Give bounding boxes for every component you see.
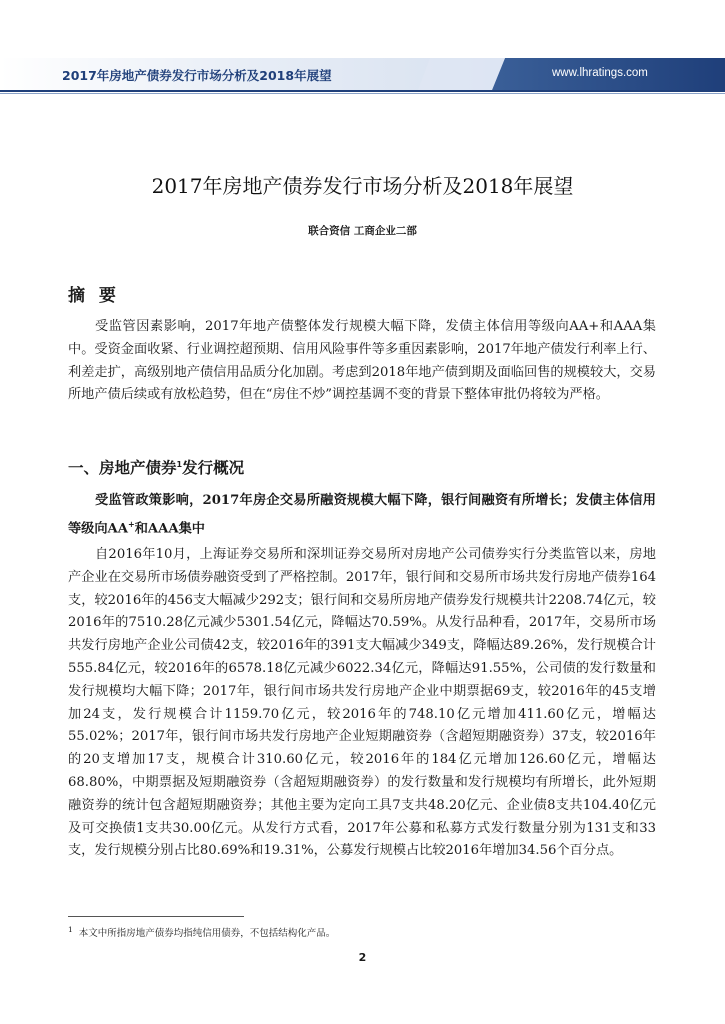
lead-superscript: + (128, 518, 135, 529)
abstract-heading: 摘 要 (68, 286, 120, 306)
section-heading-text: 一、房地产债券 (68, 459, 177, 477)
section-heading (68, 456, 244, 478)
footnote-text: 本文中所指房地产债券均指纯信用债券，不包括结构化产品。 (78, 928, 336, 939)
lead-text-end: 和AAA集中 (134, 521, 205, 537)
footnote-ref[interactable]: 1 (176, 459, 183, 469)
body-paragraph: 自2016年10月，上海证券交易所和深圳证券交易所对房地产公司债券实行分类监管以来，房地产企业在交易所市场债券融资受到了严格控制。2017年，银行间和交易所市场共发行房地产债券164支，较2016年的456支大幅减少292支；银行间和交易所房地产债券发行规模共计2208.74亿元，较2016年的7510.28亿元减少5301.54亿元，降幅达70.59%。从发行品种看，2017年，交易所市场共发行房地产企业公司债42支，较2016年的391支大幅减少349支，降幅达89.26%，发行规模合计555.84亿元，较2016年的6578.18亿元减少6022.34亿元，降幅达91.55%，公司债的发行数量和发行规模均大幅下降；2017年，银行间市场共发行房地产企业中期票据69支，较2016年的45支增加24支，发行规模合计1159.70亿元，较2016年的748.10亿元增加411.60亿元，增幅达55.02%；2017年，银行间市场共发行房地产企业短期融资券（含超短期融资券）37支，较2016年的20支增加17支，规模合计310.60亿元，较2016年的184亿元增加126.60亿元，增幅达68.80%，中期票据及短期融资券（含超短期融资券）的发行数量和发行规模均有所增长，此外短期融资券的统计包含超短期融资券；其他主要为定向工具7支共48.20亿元、企业债8支共104.40亿元及可交换债1支共30.00亿元。从发行方式看，2017年公募和私募方式发行数量分别为131支和33支，发行规模分别占比80.69%和19.31%，公募发行规模占比较2016年增加34.56个百分点。 (68, 547, 656, 859)
header-title: 2017年房地产债券发行市场分析及2018年展望 (62, 68, 332, 83)
document-title: 2017年房地产债券发行市场分析及2018年展望 (151, 174, 574, 198)
footnote (68, 925, 335, 939)
page-header (0, 0, 725, 100)
abstract-text: 受监管因素影响，2017年地产债整体发行规模大幅下降，发债主体信用等级向AA+和AAA集中。受资金面收紧、行业调控超预期、信用风险事件等多重因素影响，2017年地产债发行利率上行、利差走扩，高级别地产债信用品质分化加剧。考虑到2018年地产债到期及面临回售的规模较大，交易所地产债后续或有放松趋势，但在“房住不炒”调控基调不变的背景下整体审批仍将较为严格。 (68, 319, 656, 403)
lead-paragraph (68, 490, 656, 541)
header-url[interactable]: www.lhratings.com (552, 67, 648, 79)
footnote-mark: 1 (68, 925, 73, 934)
lead-text: 受监管政策影响，2017年房企交易所融资规模大幅下降，银行间融资有所增长；发债主体信用等级向AA (68, 493, 656, 537)
section-heading-text-end: 发行概况 (182, 459, 245, 477)
document-authors: 联合资信 工商企业二部 (308, 225, 417, 237)
header-band (0, 0, 725, 100)
footnote-divider (68, 916, 244, 917)
page-number: 2 (358, 951, 367, 964)
